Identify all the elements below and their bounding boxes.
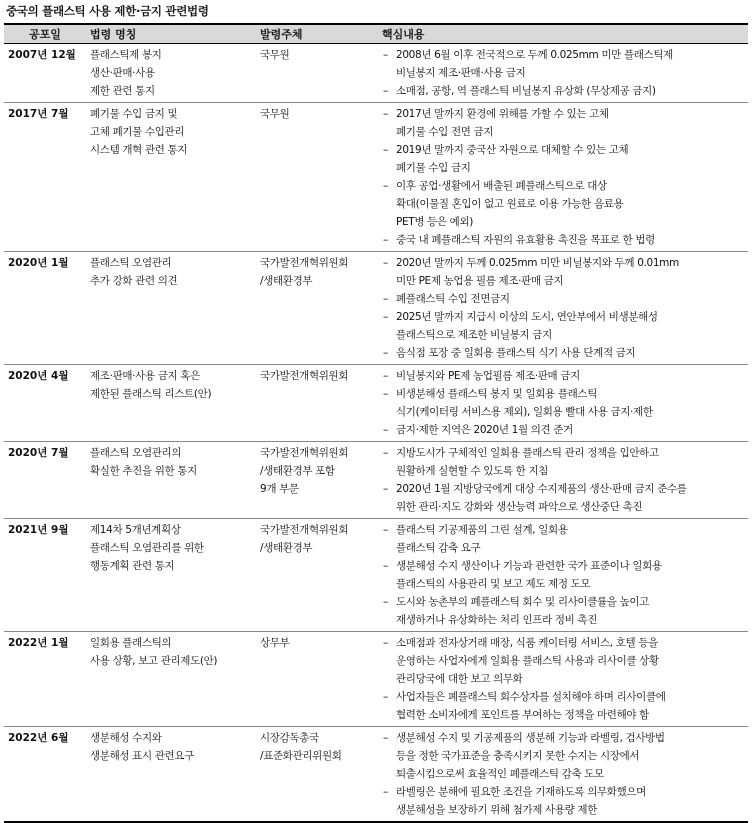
agency-line: /생태환경부 xyxy=(260,275,313,287)
core-content-item xyxy=(382,444,745,480)
core-content-line: – 2017년 말까지 환경에 위해를 가할 수 있는 고체 xyxy=(396,108,609,120)
core-content-item xyxy=(382,308,745,344)
core-content-list xyxy=(382,367,745,439)
core-content-item xyxy=(382,634,745,688)
cell-law-name xyxy=(86,365,256,442)
table-title: 중국의 플래스틱 사용 제한·금지 관련법령 xyxy=(6,4,209,18)
core-content-item xyxy=(382,421,745,439)
cell-law-name xyxy=(86,632,256,727)
core-content-line: 위한 관리·지도 강화와 생산능력 파악으로 생산중단 촉진 xyxy=(396,501,643,513)
core-content-line: – 이후 공업·생활에서 배출된 폐플래스틱으로 대상 xyxy=(396,180,607,192)
core-content-item xyxy=(382,480,745,516)
core-content-line: – 플래스틱 기공제품의 그린 설계, 일회용 xyxy=(396,524,568,536)
agency-line: 상무부 xyxy=(260,637,290,649)
core-content-line: 플래스틱의 사용관리 및 보고 제도 제정 도모 xyxy=(396,578,591,590)
core-content-list xyxy=(382,634,745,724)
core-content-item xyxy=(382,593,745,629)
cell-date: 2022년 6월 xyxy=(4,727,86,823)
law-name-line: 생산·판매·사용 xyxy=(90,67,155,79)
core-content-item xyxy=(382,385,745,421)
core-content-line: – 중국 내 폐플래스틱 자원의 유효활용 촉진을 목표로 한 법령 xyxy=(396,234,655,246)
law-name-line: 플래스틱 오염관리를 위한 xyxy=(90,542,204,554)
cell-core-content xyxy=(378,252,748,365)
core-content-item xyxy=(382,367,745,385)
table-row xyxy=(4,632,748,727)
cell-law-name xyxy=(86,44,256,103)
core-content-item xyxy=(382,290,745,308)
core-content-line: 폐기물 수입 금지 xyxy=(396,162,471,174)
core-content-item xyxy=(382,557,745,593)
cell-core-content xyxy=(378,727,748,823)
core-content-line: 운영하는 사업자에게 일회용 플래스틱 사용과 리사이클 상황 xyxy=(396,655,659,667)
table-row xyxy=(4,365,748,442)
table-row xyxy=(4,519,748,632)
cell-date: 2022년 1월 xyxy=(4,632,86,727)
law-name-line: 제조·판매·사용 금지 혹은 xyxy=(90,370,200,382)
agency-line: 국가발전개혁위원회 xyxy=(260,447,349,459)
header-row xyxy=(4,24,748,44)
law-name-line: 제한된 플래스틱 리스트(안) xyxy=(90,388,212,400)
core-content-line: 비닐봉지 제조·판매·사용 금지 xyxy=(396,67,526,79)
cell-agency xyxy=(256,252,378,365)
agency-line: /생태환경부 xyxy=(260,542,313,554)
table-row xyxy=(4,252,748,365)
cell-law-name xyxy=(86,519,256,632)
law-name-line: 제14차 5개년계획상 xyxy=(90,524,181,536)
core-content-list xyxy=(382,729,745,819)
law-name-line: 플래스틱제 봉지 xyxy=(90,49,162,61)
law-name-line: 확실한 추진을 위한 통지 xyxy=(90,465,197,477)
cell-core-content xyxy=(378,632,748,727)
core-content-line: 관리당국에 대한 보고 의무화 xyxy=(396,673,523,685)
core-content-line: – 사업자들은 폐플래스틱 회수상자를 설치해야 하며 리사이클에 xyxy=(396,691,666,703)
law-name-line: 플래스틱 오염관리 xyxy=(90,257,172,269)
law-name-line: 생분해성 수지와 xyxy=(90,732,162,744)
table-body xyxy=(4,44,748,823)
core-content-item xyxy=(382,46,745,82)
cell-agency xyxy=(256,632,378,727)
core-content-line: 식기(케이터링 서비스용 제외), 일회용 빨대 사용 금지·제한 xyxy=(396,406,653,418)
agency-line: /표준화관리위원회 xyxy=(260,750,342,762)
core-content-line: 확대(이물질 혼입이 없고 원료로 이용 가능한 음료용 xyxy=(396,198,624,210)
core-content-line: – 생분해성 수지 및 기공제품의 생분해 기능과 라벨링, 검사방법 xyxy=(396,732,665,744)
core-content-item xyxy=(382,729,745,783)
cell-agency xyxy=(256,727,378,823)
header-agency: 발령주체 xyxy=(256,24,378,44)
cell-date: 2007년 12월 xyxy=(4,44,86,103)
law-name-line: 행동계획 관련 통지 xyxy=(90,560,175,572)
agency-line: 국무원 xyxy=(260,108,290,120)
core-content-item xyxy=(382,82,745,100)
core-content-line: – 폐플래스틱 수입 전면금지 xyxy=(396,293,510,305)
core-content-line: – 2020년 말까지 두께 0.025mm 미만 비닐봉지와 두께 0.01mm xyxy=(396,257,679,269)
cell-agency xyxy=(256,103,378,252)
core-content-list xyxy=(382,521,745,629)
core-content-line: 생분해성을 보장하기 위해 첨가제 사용량 제한 xyxy=(396,804,598,816)
cell-law-name xyxy=(86,442,256,519)
core-content-item xyxy=(382,521,745,557)
law-name-line: 생분해성 표시 관련요구 xyxy=(90,750,194,762)
agency-line: 국가발전개혁위원회 xyxy=(260,370,349,382)
cell-date: 2021년 9월 xyxy=(4,519,86,632)
core-content-line: – 금지·제한 지역은 2020년 1월 의견 준거 xyxy=(396,424,573,436)
law-name-line: 고체 폐기물 수입관리 xyxy=(90,126,185,138)
cell-law-name xyxy=(86,252,256,365)
core-content-line: – 비닐봉지와 PE제 농업필름 제조·판매 금지 xyxy=(396,370,580,382)
core-content-list xyxy=(382,254,745,362)
core-content-item xyxy=(382,344,745,362)
cell-law-name xyxy=(86,727,256,823)
cell-agency xyxy=(256,519,378,632)
core-content-line: – 소매점, 공항, 역 플래스틱 비닐봉지 유상화 (무상제공 금지) xyxy=(396,85,656,97)
cell-core-content xyxy=(378,519,748,632)
cell-core-content xyxy=(378,44,748,103)
core-content-list xyxy=(382,444,745,516)
core-content-line: – 라벨링은 분해에 필요한 조건을 기재하도록 의무화했으며 xyxy=(396,786,646,798)
core-content-line: – 음식점 포장 중 일회용 플래스틱 식기 사용 단계적 금지 xyxy=(396,347,636,359)
core-content-line: 퇴출시킴으로써 효율적인 폐플래스틱 감축 도모 xyxy=(396,768,604,780)
core-content-item xyxy=(382,254,745,290)
core-content-line: – 2019년 말까지 중국산 자원으로 대체할 수 있는 고체 xyxy=(396,144,629,156)
core-content-line: – 비생분해성 플래스틱 봉지 및 일회용 플래스틱 xyxy=(396,388,598,400)
core-content-line: 협력한 소비자에게 포인트를 부여하는 정책을 마련해야 함 xyxy=(396,709,649,721)
table-row xyxy=(4,103,748,252)
core-content-line: 재생하거나 유상화하는 처리 인프라 정비 촉진 xyxy=(396,614,598,626)
cell-core-content xyxy=(378,103,748,252)
core-content-line: – 지방도시가 구체적인 일회용 플래스틱 관리 정책을 입안하고 xyxy=(396,447,659,459)
header-core: 핵심내용 xyxy=(378,24,748,44)
core-content-line: 플래스틱 감축 요구 xyxy=(396,542,481,554)
core-content-item xyxy=(382,783,745,819)
core-content-list xyxy=(382,105,745,249)
agency-line: 국가발전개혁위원회 xyxy=(260,257,349,269)
core-content-line: 등을 정한 국가표준을 충족시키지 못한 수지는 시장에서 xyxy=(396,750,640,762)
core-content-item xyxy=(382,141,745,177)
agency-line: /생태환경부 포함 xyxy=(260,465,335,477)
core-content-line: – 2025년 말까지 지급시 이상의 도시, 연안부에서 비생분해성 xyxy=(396,311,658,323)
core-content-item xyxy=(382,231,745,249)
law-name-line: 일회용 플래스틱의 xyxy=(90,637,172,649)
cell-core-content xyxy=(378,365,748,442)
table-row xyxy=(4,727,748,823)
cell-agency xyxy=(256,442,378,519)
law-name-line: 제한 관련 통지 xyxy=(90,85,155,97)
core-content-line: 플래스틱으로 제조한 비닐봉지 금지 xyxy=(396,329,552,341)
table-row xyxy=(4,44,748,103)
agency-line: 9개 부문 xyxy=(260,483,299,495)
cell-date: 2017년 7월 xyxy=(4,103,86,252)
law-name-line: 추가 강화 관련 의견 xyxy=(90,275,178,287)
header-name: 법령 명칭 xyxy=(86,24,256,44)
core-content-item xyxy=(382,177,745,231)
cell-agency xyxy=(256,44,378,103)
regulations-table xyxy=(4,23,748,823)
cell-agency xyxy=(256,365,378,442)
agency-line: 시장감독총국 xyxy=(260,732,319,744)
core-content-line: 폐기물 수입 전면 금지 xyxy=(396,126,494,138)
cell-law-name xyxy=(86,103,256,252)
cell-date: 2020년 4월 xyxy=(4,365,86,442)
core-content-line: – 생분해성 수지 생산이나 기능과 관련한 국가 표준이나 일회용 xyxy=(396,560,662,572)
cell-date: 2020년 1월 xyxy=(4,252,86,365)
law-name-line: 폐기물 수입 금지 및 xyxy=(90,108,178,120)
core-content-line: – 2020년 1월 지방당국에게 대상 수지제품의 생산·판매 금지 준수를 xyxy=(396,483,687,495)
core-content-line: 미만 PE제 농업용 필름 제조·판매 금지 xyxy=(396,275,564,287)
core-content-line: – 2008년 6월 이후 전국적으로 두께 0.025mm 미만 플래스틱제 xyxy=(396,49,673,61)
core-content-item xyxy=(382,688,745,724)
core-content-line: – 소매점과 전자상거래 매장, 식품 케이터링 서비스, 호텔 등을 xyxy=(396,637,658,649)
law-name-line: 시스템 개혁 관련 통지 xyxy=(90,144,188,156)
law-name-line: 플래스틱 오염관리의 xyxy=(90,447,182,459)
core-content-list xyxy=(382,46,745,100)
cell-core-content xyxy=(378,442,748,519)
agency-line: 국무원 xyxy=(260,49,290,61)
header-date: 공포일 xyxy=(4,24,86,44)
table-row xyxy=(4,442,748,519)
law-name-line: 사용 상황, 보고 관리제도(안) xyxy=(90,655,218,667)
core-content-line: 원활하게 실현할 수 있도록 한 지침 xyxy=(396,465,549,477)
agency-line: 국가발전개혁위원회 xyxy=(260,524,349,536)
core-content-line: – 도시와 농촌부의 폐플래스틱 회수 및 리사이클률을 높이고 xyxy=(396,596,649,608)
core-content-line: PET병 등은 예외) xyxy=(396,216,474,228)
core-content-item xyxy=(382,105,745,141)
cell-date: 2020년 7월 xyxy=(4,442,86,519)
